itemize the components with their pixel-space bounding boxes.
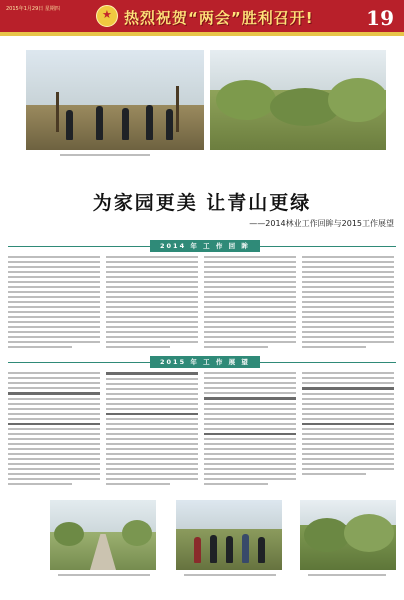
photo-caption-bottom-1 <box>58 574 152 579</box>
photo-forest-landscape <box>210 50 386 150</box>
photo-hillside-forest <box>300 500 396 570</box>
photo-caption-bottom-2 <box>184 574 278 579</box>
national-emblem-icon <box>96 5 118 27</box>
page-header <box>0 0 404 36</box>
text-column-8 <box>302 372 394 478</box>
photo-inspection-team <box>176 500 282 570</box>
header-stripe <box>0 32 404 36</box>
text-column-1 <box>8 256 100 351</box>
photo-caption-bottom-3 <box>308 574 388 579</box>
header-banner: 热烈祝贺“两会”胜利召开! <box>124 9 314 27</box>
text-column-4 <box>302 256 394 351</box>
photo-caption-top <box>60 152 160 158</box>
text-column-5 <box>8 372 100 488</box>
photo-village-road <box>50 500 156 570</box>
section-title-review: 2014 年 工 作 回 眸 <box>150 240 260 252</box>
text-column-2 <box>106 256 198 351</box>
text-column-7 <box>204 372 296 488</box>
text-column-3 <box>204 256 296 351</box>
section-title-outlook: 2015 年 工 作 展 望 <box>150 356 260 368</box>
article-headline: 为家园更美 让青山更绿 <box>92 192 312 214</box>
photo-tree-planting <box>26 50 204 150</box>
text-column-6 <box>106 372 198 488</box>
page-number: 19 <box>366 6 394 30</box>
article-subtitle: ——2014林业工作回眸与2015工作展望 <box>249 219 394 228</box>
date-line: 2015年1月29日 星期四 <box>6 6 60 12</box>
